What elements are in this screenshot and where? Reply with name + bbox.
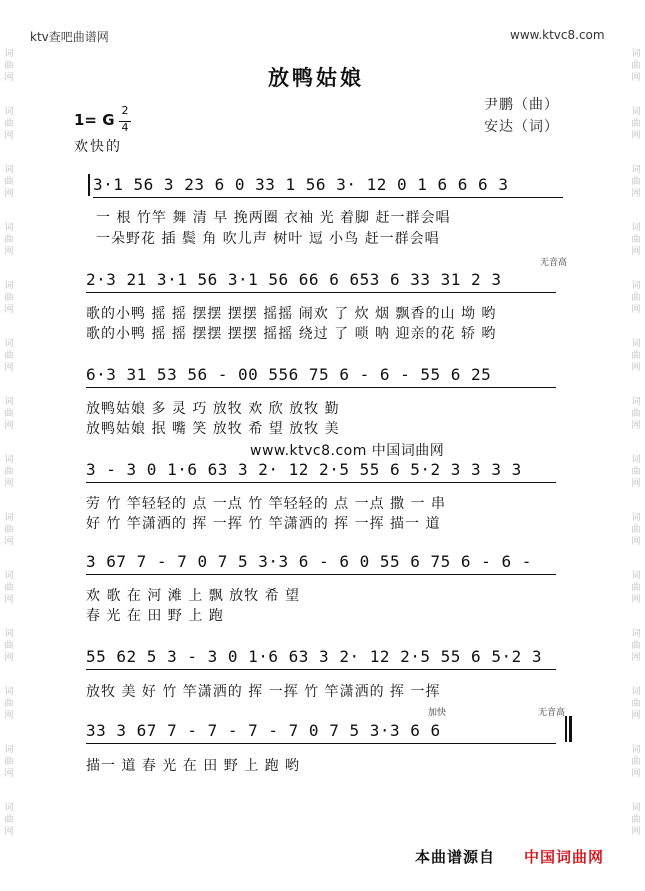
lyrics-verse-2: 一朵野花 插 鬓 角 吹儿声 树叶 逗 小鸟 赶一群会唱 xyxy=(96,231,440,247)
lyrics-verse-1: 歌的小鸭 摇 摇 摆摆 摆摆 摇摇 闹欢 了 炊 烟 飘香的山 坳 哟 xyxy=(86,306,497,322)
lyrics-verse-1: 放牧 美 好 竹 竿潇洒的 挥 一挥 竹 竿潇洒的 挥 一挥 xyxy=(86,684,441,700)
side-watermark-glyph: 网 xyxy=(4,653,14,663)
lyrics-verse-2: 春 光 在 田 野 上 跑 xyxy=(86,608,224,624)
side-watermark-glyph: 词 xyxy=(4,629,14,639)
side-watermark-glyph: 网 xyxy=(631,73,641,83)
side-watermark-glyph: 曲 xyxy=(631,119,641,129)
side-watermark-glyph: 词 xyxy=(4,397,14,407)
beam-underline xyxy=(93,197,563,198)
side-watermark-glyph: 网 xyxy=(4,247,14,257)
side-watermark-glyph: 网 xyxy=(631,595,641,605)
song-title: 放鸭姑娘 xyxy=(268,66,364,90)
side-watermark-glyph: 曲 xyxy=(631,351,641,361)
start-barline xyxy=(88,174,90,196)
footer-source-link[interactable]: 中国词曲网 xyxy=(524,848,605,866)
side-watermark-glyph: 曲 xyxy=(631,583,641,593)
side-watermark-glyph: 曲 xyxy=(631,525,641,535)
side-watermark-glyph: 词 xyxy=(4,745,14,755)
side-watermark-glyph: 曲 xyxy=(4,641,14,651)
side-watermark-glyph: 词 xyxy=(631,803,641,813)
side-watermark-glyph: 曲 xyxy=(631,699,641,709)
side-watermark-glyph: 曲 xyxy=(631,815,641,825)
side-watermark-glyph: 曲 xyxy=(631,235,641,245)
key-signature: 1= G xyxy=(74,111,115,129)
side-watermark-glyph: 词 xyxy=(631,223,641,233)
side-watermark-glyph: 网 xyxy=(4,189,14,199)
beam-underline xyxy=(86,669,556,670)
notation-annotation: 无音高 xyxy=(538,708,566,718)
side-watermark-glyph: 词 xyxy=(4,803,14,813)
side-watermark-glyph: 曲 xyxy=(4,293,14,303)
notation-line: 3 67 7 - 7 0 7 5 3·3 6 - 6 0 55 6 75 6 - 6 - xyxy=(86,552,532,571)
side-watermark-left xyxy=(2,0,16,891)
beam-underline xyxy=(86,292,556,293)
footer-source-label: 本曲谱源自 xyxy=(415,848,496,866)
lyrics-verse-1: 描一 道 春 光 在 田 野 上 跑 哟 xyxy=(86,758,301,774)
beam-underline xyxy=(86,387,556,388)
side-watermark-glyph: 网 xyxy=(4,595,14,605)
notation-line: 3·1 56 3 23 6 0 33 1 56 3· 12 0 1 6 6 6 3 xyxy=(93,175,509,194)
side-watermark-glyph: 网 xyxy=(631,131,641,141)
side-watermark-glyph: 曲 xyxy=(631,409,641,419)
side-watermark-glyph: 曲 xyxy=(4,815,14,825)
tempo-annotation: 加快 xyxy=(428,708,447,718)
side-watermark-glyph: 曲 xyxy=(631,641,641,651)
side-watermark-glyph: 网 xyxy=(631,827,641,837)
side-watermark-glyph: 词 xyxy=(631,745,641,755)
side-watermark-glyph: 词 xyxy=(4,513,14,523)
side-watermark-glyph: 词 xyxy=(4,165,14,175)
side-watermark-glyph: 网 xyxy=(631,479,641,489)
lyrics-verse-1: 放鸭姑娘 多 灵 巧 放牧 欢 欣 放牧 勤 xyxy=(86,401,340,417)
side-watermark-glyph: 网 xyxy=(4,305,14,315)
side-watermark-glyph: 网 xyxy=(631,537,641,547)
side-watermark-glyph: 词 xyxy=(631,455,641,465)
notation-annotation: 无音高 xyxy=(540,258,568,268)
side-watermark-glyph: 网 xyxy=(631,769,641,779)
side-watermark-glyph: 曲 xyxy=(631,467,641,477)
time-signature-bottom: 4 xyxy=(119,121,131,133)
side-watermark-glyph: 词 xyxy=(631,281,641,291)
side-watermark-glyph: 网 xyxy=(4,131,14,141)
side-watermark-glyph: 网 xyxy=(4,73,14,83)
site-header-url[interactable]: www.ktvc8.com xyxy=(510,28,605,42)
end-barline-thick xyxy=(569,716,572,742)
side-watermark-glyph: 曲 xyxy=(4,757,14,767)
side-watermark-glyph: 词 xyxy=(631,49,641,59)
lyrics-verse-2: 好 竹 竿潇洒的 挥 一挥 竹 竿潇洒的 挥 一挥 描一 道 xyxy=(86,516,441,532)
site-header-left: ktv查吧曲谱网 xyxy=(30,30,109,44)
lyricist-credit: 安达（词） xyxy=(484,119,559,135)
lyrics-verse-1: 一 根 竹竿 舞 清 早 挽两圈 衣袖 光 着脚 赶一群会唱 xyxy=(96,210,451,226)
side-watermark-glyph: 曲 xyxy=(4,409,14,419)
side-watermark-glyph: 网 xyxy=(4,363,14,373)
side-watermark-glyph: 曲 xyxy=(4,351,14,361)
side-watermark-glyph: 曲 xyxy=(631,757,641,767)
site-watermark: www.ktvc8.com 中国词曲网 xyxy=(250,443,445,459)
lyrics-verse-2: 歌的小鸭 摇 摇 摆摆 摆摆 摇摇 绕过 了 唢 呐 迎亲的花 轿 哟 xyxy=(86,326,497,342)
side-watermark-glyph: 网 xyxy=(4,827,14,837)
side-watermark-glyph: 曲 xyxy=(631,293,641,303)
side-watermark-glyph: 网 xyxy=(4,421,14,431)
tempo-mood: 欢快的 xyxy=(74,139,122,155)
side-watermark-glyph: 词 xyxy=(4,339,14,349)
notation-line: 55 62 5 3 - 3 0 1·6 63 3 2· 12 2·5 55 6 5·2 3 xyxy=(86,647,542,666)
notation-line: 6·3 31 53 56 - 00 556 75 6 - 6 - 55 6 25 xyxy=(86,365,492,384)
end-barline xyxy=(565,716,567,742)
side-watermark-glyph: 曲 xyxy=(4,61,14,71)
side-watermark-glyph: 网 xyxy=(631,653,641,663)
side-watermark-glyph: 曲 xyxy=(4,235,14,245)
side-watermark-glyph: 词 xyxy=(631,107,641,117)
side-watermark-glyph: 网 xyxy=(4,479,14,489)
notation-line: 3 - 3 0 1·6 63 3 2· 12 2·5 55 6 5·2 3 3 3 3 xyxy=(86,460,522,479)
side-watermark-glyph: 曲 xyxy=(631,61,641,71)
side-watermark-glyph: 网 xyxy=(631,363,641,373)
lyrics-verse-1: 劳 竹 竿轻轻的 点 一点 竹 竿轻轻的 点 一点 撒 一 串 xyxy=(86,496,446,512)
side-watermark-glyph: 词 xyxy=(631,165,641,175)
side-watermark-glyph: 词 xyxy=(4,107,14,117)
side-watermark-glyph: 词 xyxy=(631,397,641,407)
time-signature-top: 2 xyxy=(121,104,129,117)
side-watermark-glyph: 曲 xyxy=(4,583,14,593)
notation-line: 33 3 67 7 - 7 - 7 - 7 0 7 5 3·3 6 6 xyxy=(86,721,441,740)
beam-underline xyxy=(86,743,556,744)
side-watermark-glyph: 词 xyxy=(4,281,14,291)
side-watermark-glyph: 曲 xyxy=(4,177,14,187)
lyrics-verse-1: 欢 歌 在 河 滩 上 飘 放牧 希 望 xyxy=(86,588,301,604)
side-watermark-right xyxy=(629,0,643,891)
side-watermark-glyph: 网 xyxy=(631,305,641,315)
composer-credit: 尹鹏（曲） xyxy=(484,97,559,113)
side-watermark-glyph: 曲 xyxy=(631,177,641,187)
side-watermark-glyph: 词 xyxy=(4,571,14,581)
side-watermark-glyph: 网 xyxy=(4,769,14,779)
side-watermark-glyph: 曲 xyxy=(4,699,14,709)
side-watermark-glyph: 曲 xyxy=(4,467,14,477)
notation-line: 2·3 21 3·1 56 3·1 56 66 6 653 6 33 31 2 3 xyxy=(86,270,502,289)
beam-underline xyxy=(86,482,556,483)
side-watermark-glyph: 网 xyxy=(631,711,641,721)
side-watermark-glyph: 词 xyxy=(631,513,641,523)
side-watermark-glyph: 网 xyxy=(631,247,641,257)
side-watermark-glyph: 曲 xyxy=(4,119,14,129)
side-watermark-glyph: 词 xyxy=(631,687,641,697)
beam-underline xyxy=(86,574,556,575)
side-watermark-glyph: 网 xyxy=(4,711,14,721)
side-watermark-glyph: 词 xyxy=(631,571,641,581)
side-watermark-glyph: 词 xyxy=(4,49,14,59)
side-watermark-glyph: 词 xyxy=(631,339,641,349)
side-watermark-glyph: 词 xyxy=(4,455,14,465)
side-watermark-glyph: 词 xyxy=(4,687,14,697)
side-watermark-glyph: 网 xyxy=(631,421,641,431)
side-watermark-glyph: 曲 xyxy=(4,525,14,535)
side-watermark-glyph: 网 xyxy=(631,189,641,199)
side-watermark-glyph: 词 xyxy=(4,223,14,233)
side-watermark-glyph: 网 xyxy=(4,537,14,547)
side-watermark-glyph: 词 xyxy=(631,629,641,639)
lyrics-verse-2: 放鸭姑娘 抿 嘴 笑 放牧 希 望 放牧 美 xyxy=(86,421,340,437)
